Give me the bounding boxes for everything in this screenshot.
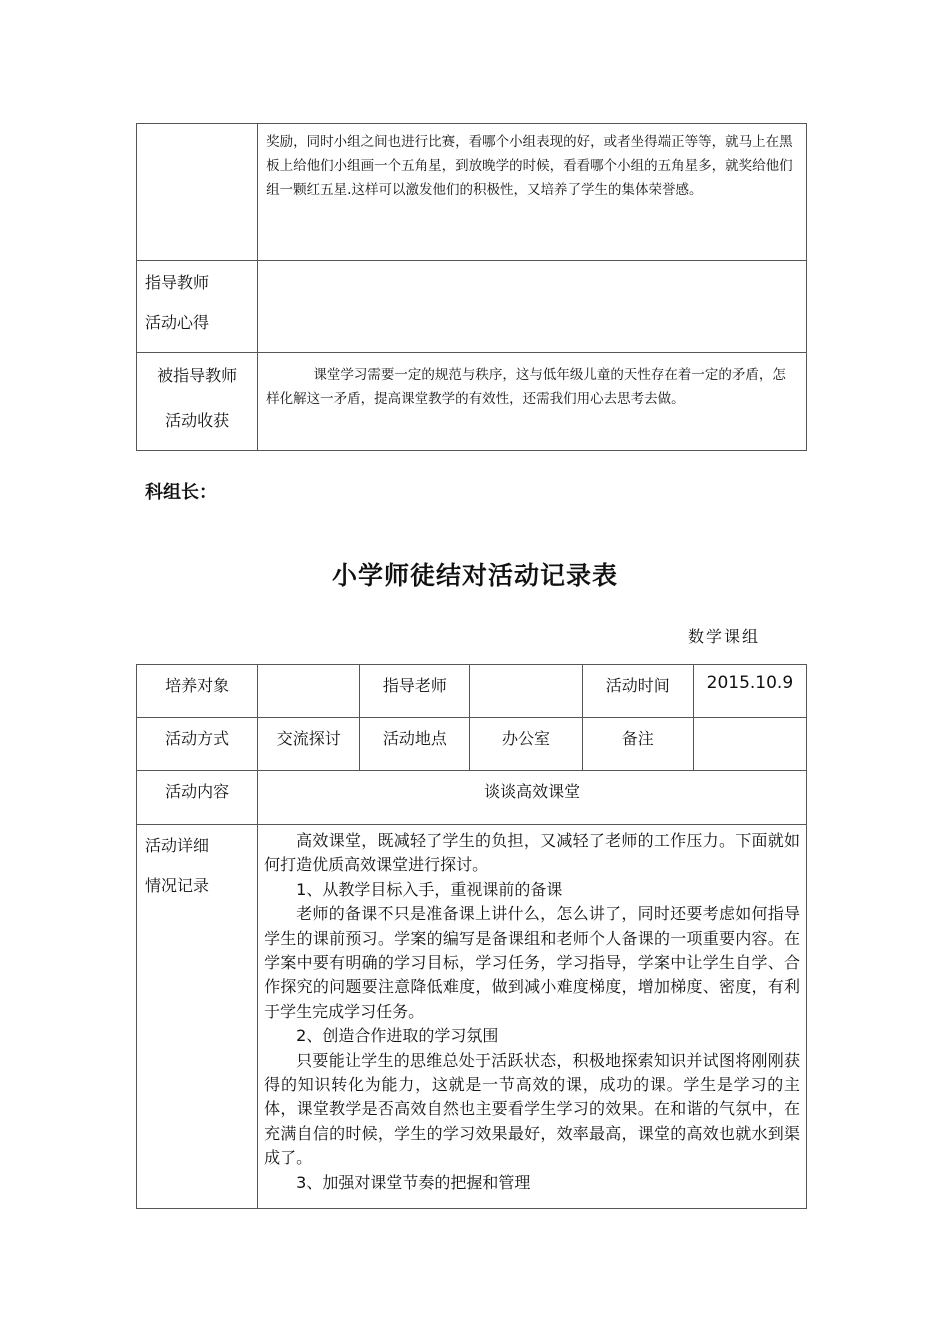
- note-label: 备注: [582, 718, 693, 771]
- mentor-reflection-label-1: 指导教师: [145, 273, 210, 292]
- mentee-gain-label-1: 被指导教师: [157, 366, 238, 385]
- detail-heading: 1、从教学目标入手，重视课前的备课: [296, 879, 563, 899]
- mentor-reflection-text: [258, 261, 806, 267]
- detail-heading: 2、创造合作进取的学习氛围: [296, 1026, 499, 1046]
- mentee-gain-label-2: 活动收获: [165, 411, 230, 430]
- mentee-gain-label-cell: [137, 353, 258, 451]
- detail-heading: 3、加强对课堂节奏的把握和管理: [296, 1172, 531, 1192]
- continued-label-cell: [137, 124, 258, 261]
- page-title: 小学师徒结对活动记录表: [331, 561, 618, 590]
- section-head-signature: 科组长：: [145, 482, 217, 503]
- trainee-label: 培养对象: [137, 665, 258, 718]
- activity-mode-value: 交流探讨: [258, 718, 360, 771]
- detail-paragraph: 高效课堂，既减轻了学生的负担，又减轻了老师的工作压力。下面就如何打造优质高效课堂进行探讨。: [264, 831, 800, 875]
- detail-record-body: [258, 825, 806, 1195]
- activity-mode-label: 活动方式: [137, 718, 258, 771]
- previous-record-table: [136, 123, 807, 451]
- continued-text: 奖励，同时小组之间也进行比赛，看哪个小组表现的好，或者坐得端正等等，就马上在黑板上给他们小组画一个五角星，到放晚学的时候，看看哪个小组的五角星多，就奖给他们组一颗红五星.这样可以激发他们的积极性，又培养了学生的集体荣誉感。: [266, 134, 793, 198]
- mentor-reflection-cell: [258, 261, 807, 353]
- trainee-value: [258, 665, 360, 718]
- activity-record-table: [136, 664, 807, 1209]
- detail-label-1: 活动详细: [145, 836, 210, 855]
- detail-label-2: 情况记录: [145, 876, 210, 895]
- activity-time-label: 活动时间: [582, 665, 693, 718]
- group-name: 数学课组: [688, 627, 761, 646]
- detail-record-cell: [258, 825, 807, 1209]
- continued-text-cell: [258, 124, 807, 261]
- mentor-value: [470, 665, 582, 718]
- mentor-reflection-label-2: 活动心得: [145, 313, 210, 332]
- mentee-gain-text: 课堂学习需要一定的规范与秩序，这与低年级儿童的天性存在着一定的矛盾，怎样化解这一矛盾，提高课堂教学的有效性，还需我们用心去思考去做。: [266, 367, 786, 407]
- activity-content-label: 活动内容: [137, 771, 258, 825]
- mentor-reflection-label-cell: [137, 261, 258, 353]
- mentor-label: 指导老师: [360, 665, 470, 718]
- activity-time-value: 2015.10.9: [693, 665, 806, 718]
- note-value: [693, 718, 806, 771]
- activity-content-value: 谈谈高效课堂: [258, 771, 807, 825]
- mentee-gain-cell: [258, 353, 807, 451]
- detail-paragraph: 只要能让学生的思维总处于活跃状态，积极地探索知识并试图将刚刚获得的知识转化为能力，这就是一节高效的课，成功的课。学生是学习的主体，课堂教学是否高效自然也主要看学生学习的效果。在和谐的气氛中，在充满自信的时候，学生的学习效果最好，效率最高，课堂的高效也就水到渠成了。: [264, 1050, 800, 1168]
- activity-place-label: 活动地点: [360, 718, 470, 771]
- detail-paragraph: 老师的备课不只是准备课上讲什么，怎么讲了，同时还要考虑如何指导学生的课前预习。学案的编写是备课组和老师个人备课的一项重要内容。在学案中要有明确的学习目标，学习任务，学习指导，学案中让学生自学、合作探究的问题要注意降低难度，做到减小难度梯度，增加梯度、密度，有利于学生完成学习任务。: [264, 904, 800, 1021]
- activity-place-value: 办公室: [470, 718, 582, 771]
- detail-label-cell: [137, 825, 258, 1209]
